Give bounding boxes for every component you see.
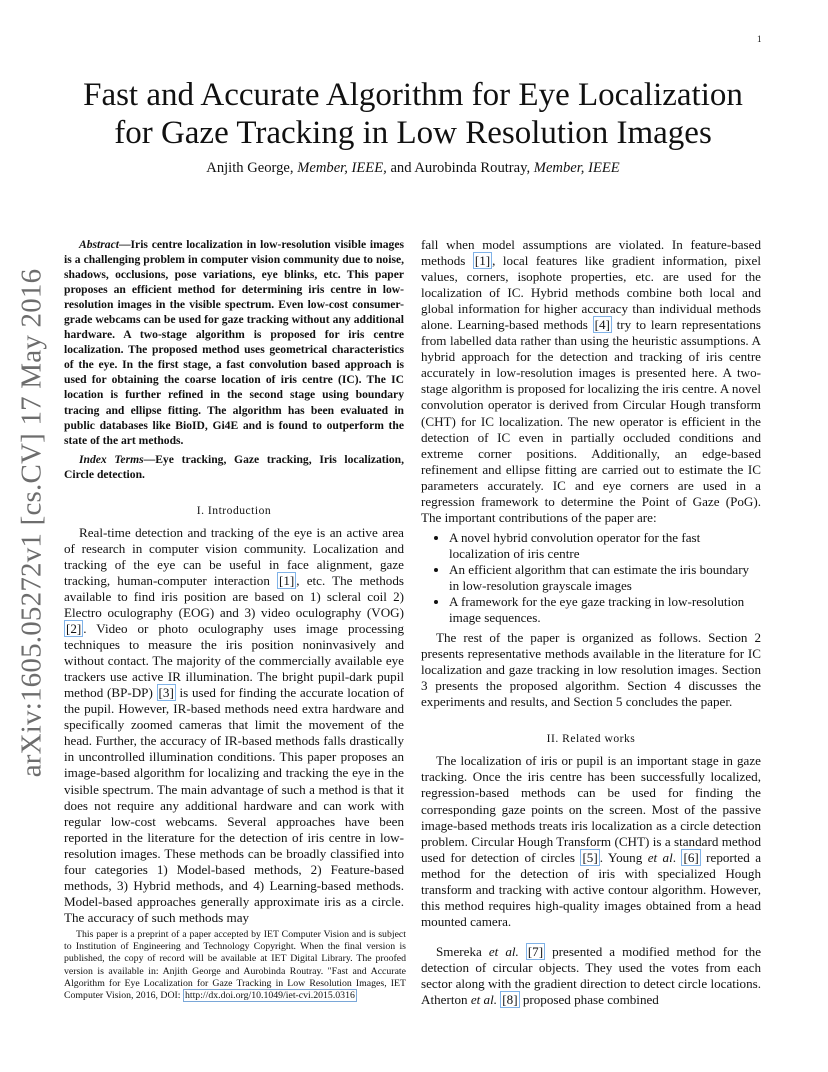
author-1: Anjith George, [206,160,294,176]
abstract [64,237,404,448]
list-item: • A framework for the eye gaze tracking in low-resolution image sequences. [449,594,761,626]
rw2-text-a: Smereka [436,943,489,959]
rw-text-d: reported a method for the detection of iris with specialized Hough transform and tracking with active contour algorithm. However, this method requires high-quality images obtained from a head mounted camera. [421,849,762,929]
organization-paragraph: The rest of the paper is organized as follows. Section 2 presents representative methods available in the literature for IC localization and gaze tracking in low resolution images. Section 3 presents the proposed algorithm. Section 4 discusses the experiments and results, and Section 5 concludes the paper. [421,630,761,710]
arxiv-stamp [15,268,48,778]
index-terms-text: —Eye tracking, Gaze tracking, Iris localization, Circle detection. [64,452,404,481]
citation-link[interactable]: [4] [594,317,610,333]
citation-link[interactable]: [1] [474,253,491,269]
right-column [421,237,761,1008]
index-terms-label: Index Terms [79,452,144,466]
section-heading-introduction: I. Introduction [196,503,272,517]
abstract-label: Abstract [79,238,119,251]
footnote [64,929,406,1002]
citation-link[interactable]: [7] [527,943,544,959]
citation-link[interactable]: [2] [66,621,82,637]
footnote-text: This paper is a preprint of a paper accepted by IET Computer Vision and is subject to Institution of Engineering and Technology Copyright. When the final version is published, the copy of record will be available at IET Digital Library. The proofed version is available in: Anjith George and Aurobinda Routray. "Fast and Accurate Algorithm for Eye Localization for Gaze Tracking in Low Resolution Images, IET Computer Vision, 2016, DOI: [64,929,406,1002]
rw-text-a: The localization of iris or pupil is an important stage in gaze tracking. Once the iris centre has been successfully localized, regression-based methods can be used for finding the corresponding gaze points on the screen. Most of the passive image-based methods treats iris localization as a circle detection problem. Circular Hough Transform (CHT) is a standard method used for detection of circles [421,753,761,865]
rw-text-b: . Young [599,849,648,865]
intro-text-c: . Video or photo oculography uses image processing techniques to measure the iris position noninvasively and without contact. The majority of the commercially available eye trackers use active IR illumination. The bright pupil-dark pupil method (BP-DP) [64,621,404,701]
author-2: and Aurobinda Routray, [390,160,531,176]
related-works-paragraph-1 [421,753,761,930]
intro-text-b: , etc. The methods available to find iris position are based on 1) scleral coil 2) Electro oculography (EOG) and 3) video oculography (VOG) [64,572,404,620]
left-column [64,237,404,926]
intro-paragraph [64,525,404,926]
et-al: et al. [470,992,498,1008]
rw-text-c: . [672,849,682,865]
et-al: et al [647,849,673,865]
citation-link[interactable]: [6] [683,849,699,865]
abstract-text: —Iris centre localization in low-resolution visible images is a challenging problem in computer vision community due to noise, shadows, occlusions, pose variations, eye blinks, etc. This paper proposes an efficient method for determining iris centre in low-resolution images in the visible spectrum. Even low-cost consumer-grade webcams can be used for gaze tracking without any additional hardware. A two-stage algorithm is proposed for iris centre localization. The proposed method uses geometrical characteristics of the eye. In the first stage, a fast convolution based approach is used for obtaining the coarse location of iris centre (IC). The IC location is further refined in the second stage using boundary tracing and ellipse fitting. The algorithm has been evaluated in public databases like BioID, Gi4E and is found to outperform the state of the art methods. [64,238,404,447]
paragraph-gap [421,930,761,944]
right-text-c: try to learn representations from labelled data rather than using the heuristic assumptions. A hybrid approach for the detection and tracking of iris centre accurately in low-resolution images is presented here. A two-stage algorithm is proposed for localizing the iris centre. A novel convolution operator is derived from Circular Hough transform (CHT) for IC localization. The new operator is efficient in the detection of IC even in partially occluded conditions and extreme corner positions. Additionally, an edge-based refinement and ellipse fitting are carried out to estimate the IC parameters accurately. IC and eye corners are used in a regression framework to determine the Point of Gaze (PoG). The important contributions of the paper are: [421,317,761,525]
authors [60,160,766,177]
et-al: et al. [488,943,519,959]
intro-text-d: is used for finding the accurate location of the pupil. However, IR-based methods need extra hardware and specifically zoomed cameras that limit the movement of the head. Further, the accuracy of IR-based methods falls drastically in uncontrolled illumination conditions. This paper proposes an image-based algorithm for localizing and tracking the eye in the visible spectrum. The main advantage of such a method is that it does not require any additional hardware and can work with regular low-cost webcams. Several approaches have been reported in the literature for the detection of iris centre in low-resolution images. These methods can be broadly classified into four categories 1) Model-based methods, 2) Feature-based methods, 3) Hybrid methods, and 4) Learning-based methods. Model-based approaches generally approximate iris as a circle. The accuracy of such methods may [64,685,404,925]
doi-link[interactable]: http://dx.doi.org/10.1049/iet-cvi.2015.0316 [184,990,355,1002]
index-terms [64,452,404,482]
title-line-2: for Gaze Tracking in Low Resolution Images [114,115,712,151]
author-1-membership: Member, IEEE, [297,160,387,176]
rw2-text-c: presented a modified method for the detection of circular objects. They used the votes from each sector along with the gradient direction to detect circle locations. Atherton [421,943,762,1008]
citation-link[interactable]: [3] [158,685,174,701]
related-works-paragraph-2 [421,944,761,1008]
list-item: • A novel hybrid convolution operator for the fast localization of iris centre [449,530,761,562]
citation-link[interactable]: [1] [279,572,295,588]
paper-title [60,76,766,152]
section-heading-related-works: II. Related works [546,732,636,746]
contributions-list [421,530,761,626]
arxiv-stamp-text: arXiv:1605.05272v1 [cs.CV] 17 May 2016 [15,268,48,778]
intro-text-a: Real-time detection and tracking of the eye is an active area of research in computer vision community. Localization and tracking of the eye can be useful in face alignment, gaze tracking, human-computer interaction [64,524,404,588]
list-item: • An efficient algorithm that can estimate the iris boundary in low-resolution grayscale images [449,562,761,594]
author-2-membership: Member, IEEE [533,160,620,176]
rw2-text-e: proposed phase combined [519,992,659,1008]
page-number: 1 [757,34,762,44]
right-text-a: fall when model assumptions are violated. In feature-based methods [421,237,761,269]
citation-link[interactable]: [5] [582,849,598,865]
right-text-b: , local features like gradient information, pixel values, corners, isophote properties, etc. are used for the localization of IC. Hybrid methods combine both local and global information for higher accuracy than individual methods alone. Learning-based methods [421,253,761,333]
citation-link[interactable]: [8] [502,992,518,1008]
intro-continued-paragraph [421,237,761,526]
title-line-1: Fast and Accurate Algorithm for Eye Localization [83,77,743,113]
rw2-text-b [519,944,526,959]
